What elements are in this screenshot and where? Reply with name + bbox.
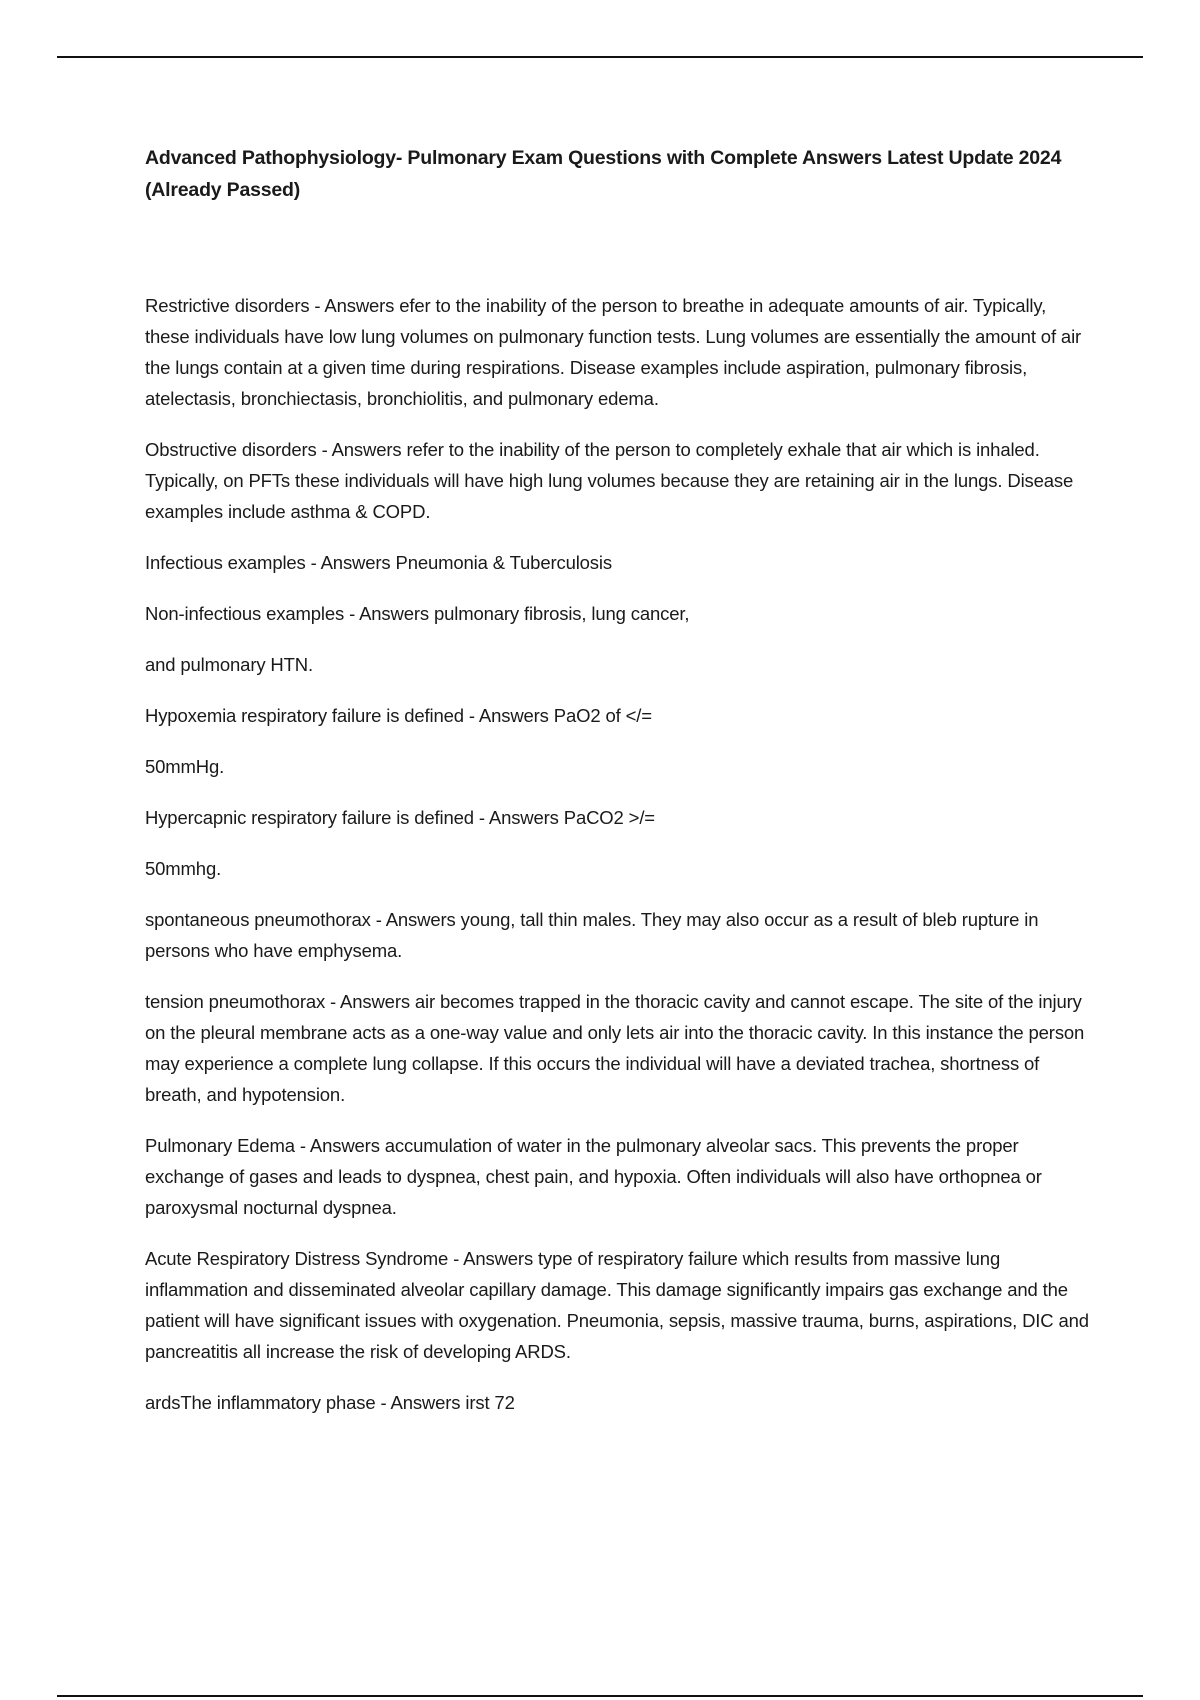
paragraph-tension-pneumothorax: tension pneumothorax - Answers air becomes trapped in the thoracic cavity and cannot escape. The site of the injury on the pleural membrane acts as a one-way value and only lets air into the thoracic cavity. In this instance the person may experience a complete lung collapse. If this occurs the individual will have a deviated trachea, shortness of breath, and hypotension. — [145, 991, 1085, 1105]
paragraph-hypercapnic-definition: Hypercapnic respiratory failure is defined - Answers PaCO2 >/= — [145, 807, 655, 828]
paragraph-obstructive-disorders: Obstructive disorders - Answers refer to the inability of the person to completely exhale that air which is inhaled. Typically, on PFTs these individuals will have high lung volumes because they are retaining air in the lungs. Disease examples include asthma & COPD. — [145, 439, 1074, 522]
paragraph-pulmonary-edema: Pulmonary Edema - Answers accumulation of water in the pulmonary alveolar sacs. This prevents the proper exchange of gases and leads to dyspnea, chest pain, and hypoxia. Often individuals will also have orthopnea or paroxysmal nocturnal dyspnea. — [145, 1135, 1042, 1218]
paragraph-pulmonary-htn: and pulmonary HTN. — [145, 654, 313, 675]
footer-rule — [57, 1695, 1143, 1697]
paragraph-spontaneous-pneumothorax: spontaneous pneumothorax - Answers young, tall thin males. They may also occur as a result of bleb rupture in persons who have emphysema. — [145, 909, 1039, 961]
paragraph-infectious-examples: Infectious examples - Answers Pneumonia & Tuberculosis — [145, 552, 612, 573]
paragraph-hypoxemia-value: 50mmHg. — [145, 756, 225, 777]
paragraph-hypercapnic-value: 50mmhg. — [145, 858, 222, 879]
paragraph-restrictive-disorders: Restrictive disorders - Answers efer to the inability of the person to breathe in adequate amounts of air. Typically, these individuals have low lung volumes on pulmonary function tests. Lung volumes are essentially the amount of air the lungs contain at a given time during respirations. Disease examples include aspiration, pulmonary fibrosis, atelectasis, bronchiectasis, bronchiolitis, and pulmonary edema. — [145, 295, 1082, 409]
header-rule — [57, 56, 1143, 58]
paragraph-non-infectious-examples: Non-infectious examples - Answers pulmonary fibrosis, lung cancer, — [145, 603, 690, 624]
paragraph-inflammatory-phase: ardsThe inflammatory phase - Answers irst 72 — [145, 1392, 515, 1413]
paragraph-ards: Acute Respiratory Distress Syndrome - Answers type of respiratory failure which results from massive lung inflammation and disseminated alveolar capillary damage. This damage significantly impairs gas exchange and the patient will have significant issues with oxygenation. Pneumonia, sepsis, massive trauma, burns, aspirations, DIC and pancreatitis all increase the risk of developing ARDS. — [145, 1248, 1089, 1362]
document-body — [145, 142, 1090, 1438]
paragraph-hypoxemia-definition: Hypoxemia respiratory failure is defined - Answers PaO2 of </= — [145, 705, 652, 726]
document-title: Advanced Pathophysiology- Pulmonary Exam Questions with Complete Answers Latest Update 2024 (Already Passed) — [145, 147, 1062, 201]
